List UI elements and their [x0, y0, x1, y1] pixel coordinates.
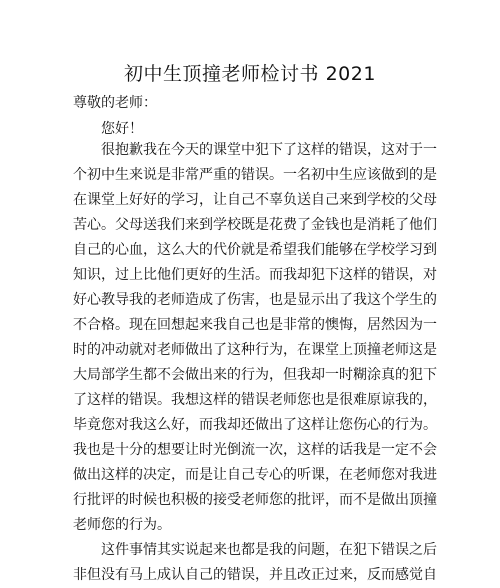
text-line: 知识，过上比他们更好的生活。而我却犯下这样的错误，对	[73, 267, 437, 283]
text-line: 做出这样的决定，而是让自己专心的听课，在老师您对我进	[73, 467, 437, 483]
document-title: 初中生顶撞老师检讨书 2021	[124, 63, 376, 85]
salutation: 您好！	[101, 121, 143, 137]
text-line: 了这样的错误。我想这样的错误老师您也是很难原谅我的，	[73, 392, 437, 408]
text-line: 苦心。父母送我们来到学校既是花费了金钱也是消耗了他们	[73, 217, 437, 233]
text-line: 大局部学生都不会做出来的行为，但我却一时糊涂真的犯下	[73, 367, 437, 383]
text-line: 时的冲动就对老师做出了这种行为，在课堂上顶撞老师这是	[73, 342, 437, 358]
text-line: 老师您的行为。	[73, 517, 171, 533]
text-line: 很抱歉我在今天的课堂中犯下了这样的错误，这对于一	[101, 142, 437, 158]
text-line: 毕竟您对我这么好，而我却还做出了这样让您伤心的行为。	[73, 417, 437, 433]
text-line: 好心教导我的老师造成了伤害，也是显示出了我这个学生的	[73, 292, 437, 308]
paragraph-1	[73, 138, 437, 538]
text-line: 个初中生来说是非常严重的错误。一名初中生应该做到的是	[73, 167, 437, 183]
text-line: 这件事情其实说起来也都是我的问题，在犯下错误之后	[101, 542, 437, 558]
text-line: 我也是十分的想要让时光倒流一次，这样的话我是一定不会	[73, 442, 437, 458]
text-line: 非但没有马上成认自己的错误，并且改正过来，反而感觉自	[73, 567, 437, 583]
text-line: 行批评的时候也积极的接受老师您的批评，而不是做出顶撞	[73, 492, 437, 508]
text-line: 自己的心血，这么大的代价就是希望我们能够在学校学习到	[73, 242, 437, 258]
text-line: 不合格。现在回想起来我自己也是非常的懊悔，居然因为一	[73, 317, 437, 333]
greeting: 尊敬的老师：	[73, 95, 157, 111]
text-line: 在课堂上好好的学习，让自己不辜负送自己来到学校的父母	[73, 192, 437, 208]
paragraph-2	[73, 538, 437, 588]
document-body	[73, 138, 437, 588]
